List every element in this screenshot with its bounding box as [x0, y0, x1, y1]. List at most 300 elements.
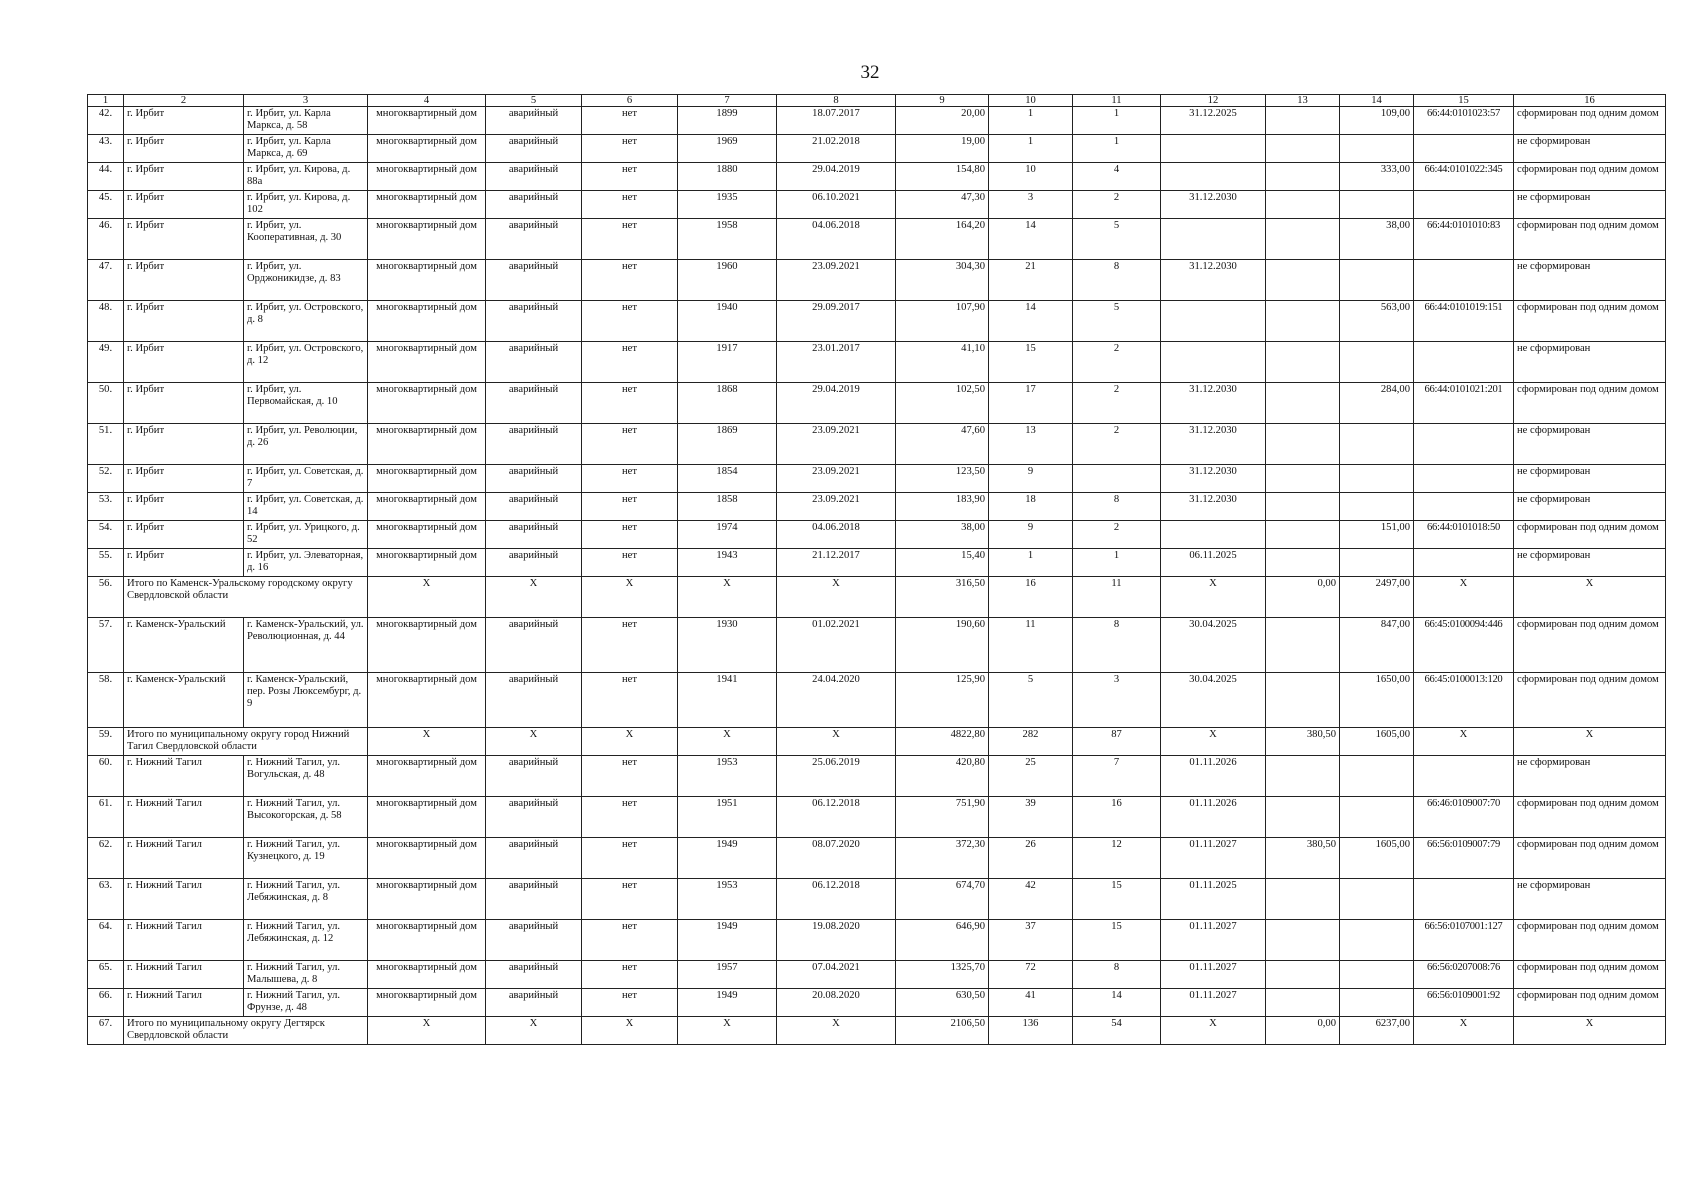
column-header-2: 2	[124, 95, 244, 107]
resettlement-date	[1161, 163, 1266, 191]
recognition-date: 21.12.2017	[777, 549, 896, 577]
address: г. Ирбит, ул. Советская, д. 14	[244, 493, 368, 521]
build-year: 1953	[678, 756, 777, 797]
land-status: сформирован под одним домом	[1514, 797, 1666, 838]
premises: 87	[1073, 728, 1161, 756]
recognition-date: 29.04.2019	[777, 383, 896, 424]
column-header-4: 4	[368, 95, 486, 107]
building-type: X	[368, 577, 486, 618]
col-13-value	[1266, 465, 1340, 493]
address: г. Ирбит, ул. Кооперативная, д. 30	[244, 219, 368, 260]
municipality: г. Ирбит	[124, 260, 244, 301]
recognition-date: 06.12.2018	[777, 879, 896, 920]
recognition-date: 24.04.2020	[777, 673, 896, 728]
flag: нет	[582, 107, 678, 135]
residents: 18	[989, 493, 1073, 521]
area: 125,90	[896, 673, 989, 728]
municipality: г. Ирбит	[124, 424, 244, 465]
resettlement-date: 31.12.2025	[1161, 107, 1266, 135]
flag: нет	[582, 424, 678, 465]
total-row	[88, 577, 1666, 618]
residents: 14	[989, 301, 1073, 342]
building-type: многоквартирный дом	[368, 756, 486, 797]
residents: 14	[989, 219, 1073, 260]
residents: 136	[989, 1017, 1073, 1045]
residents: 11	[989, 618, 1073, 673]
col-13-value	[1266, 756, 1340, 797]
building-status: аварийный	[486, 797, 582, 838]
municipality: г. Нижний Тагил	[124, 961, 244, 989]
table-row	[88, 838, 1666, 879]
cadastral-number: 66:46:0109007:70	[1414, 797, 1514, 838]
resettlement-date: 01.11.2027	[1161, 989, 1266, 1017]
land-status: не сформирован	[1514, 879, 1666, 920]
area: 1325,70	[896, 961, 989, 989]
cadastral-number: X	[1414, 577, 1514, 618]
table-row	[88, 989, 1666, 1017]
table-row	[88, 135, 1666, 163]
cadastral-number: 66:56:0109007:79	[1414, 838, 1514, 879]
building-type: многоквартирный дом	[368, 260, 486, 301]
land-area	[1340, 424, 1414, 465]
flag: нет	[582, 219, 678, 260]
flag: нет	[582, 135, 678, 163]
residents: 1	[989, 135, 1073, 163]
land-area: 1650,00	[1340, 673, 1414, 728]
premises: 4	[1073, 163, 1161, 191]
building-type: многоквартирный дом	[368, 521, 486, 549]
premises: 16	[1073, 797, 1161, 838]
municipality: г. Ирбит	[124, 163, 244, 191]
recognition-date: X	[777, 1017, 896, 1045]
residents: 26	[989, 838, 1073, 879]
recognition-date: 06.10.2021	[777, 191, 896, 219]
col-13-value	[1266, 920, 1340, 961]
land-status: сформирован под одним домом	[1514, 163, 1666, 191]
area: 164,20	[896, 219, 989, 260]
column-header-3: 3	[244, 95, 368, 107]
cadastral-number	[1414, 342, 1514, 383]
table-row	[88, 163, 1666, 191]
land-area: 333,00	[1340, 163, 1414, 191]
premises: 2	[1073, 383, 1161, 424]
row-number: 57.	[88, 618, 124, 673]
recognition-date: 06.12.2018	[777, 797, 896, 838]
col-13-value	[1266, 135, 1340, 163]
land-status: не сформирован	[1514, 135, 1666, 163]
recognition-date: 04.06.2018	[777, 521, 896, 549]
address: г. Нижний Тагил, ул. Вогульская, д. 48	[244, 756, 368, 797]
building-status: аварийный	[486, 465, 582, 493]
area: 2106,50	[896, 1017, 989, 1045]
municipality: г. Нижний Тагил	[124, 920, 244, 961]
table-row	[88, 797, 1666, 838]
building-type: многоквартирный дом	[368, 618, 486, 673]
municipality: г. Ирбит	[124, 301, 244, 342]
row-number: 49.	[88, 342, 124, 383]
recognition-date: 23.09.2021	[777, 260, 896, 301]
premises: 1	[1073, 135, 1161, 163]
row-number: 56.	[88, 577, 124, 618]
col-13-value	[1266, 879, 1340, 920]
land-status: X	[1514, 1017, 1666, 1045]
residents: 42	[989, 879, 1073, 920]
building-status: аварийный	[486, 191, 582, 219]
flag: нет	[582, 618, 678, 673]
row-number: 55.	[88, 549, 124, 577]
header-row	[88, 95, 1666, 107]
col-13-value	[1266, 521, 1340, 549]
premises: 5	[1073, 301, 1161, 342]
row-number: 66.	[88, 989, 124, 1017]
residents: 9	[989, 465, 1073, 493]
land-status: сформирован под одним домом	[1514, 961, 1666, 989]
building-status: аварийный	[486, 135, 582, 163]
land-area	[1340, 191, 1414, 219]
flag: нет	[582, 342, 678, 383]
residents: 3	[989, 191, 1073, 219]
building-type: многоквартирный дом	[368, 797, 486, 838]
building-status: аварийный	[486, 521, 582, 549]
land-area: 6237,00	[1340, 1017, 1414, 1045]
resettlement-date: 01.11.2026	[1161, 797, 1266, 838]
resettlement-date: 31.12.2030	[1161, 424, 1266, 465]
premises: 15	[1073, 920, 1161, 961]
table-row	[88, 920, 1666, 961]
build-year: 1953	[678, 879, 777, 920]
municipality: г. Ирбит	[124, 135, 244, 163]
premises: 12	[1073, 838, 1161, 879]
building-type: многоквартирный дом	[368, 135, 486, 163]
col-13-value: 0,00	[1266, 577, 1340, 618]
total-row	[88, 728, 1666, 756]
municipality: г. Нижний Тагил	[124, 879, 244, 920]
cadastral-number: 66:44:0101022:345	[1414, 163, 1514, 191]
building-status: аварийный	[486, 493, 582, 521]
table-row	[88, 301, 1666, 342]
column-header-10: 10	[989, 95, 1073, 107]
flag: нет	[582, 301, 678, 342]
building-status: аварийный	[486, 920, 582, 961]
col-13-value	[1266, 797, 1340, 838]
build-year: X	[678, 728, 777, 756]
col-13-value: 0,00	[1266, 1017, 1340, 1045]
municipality: г. Нижний Тагил	[124, 797, 244, 838]
flag: нет	[582, 465, 678, 493]
land-area: 1605,00	[1340, 728, 1414, 756]
municipality: г. Ирбит	[124, 107, 244, 135]
residents: 5	[989, 673, 1073, 728]
building-status: X	[486, 577, 582, 618]
col-13-value: 380,50	[1266, 728, 1340, 756]
column-header-5: 5	[486, 95, 582, 107]
address: г. Ирбит, ул. Элеваторная, д. 16	[244, 549, 368, 577]
build-year: 1868	[678, 383, 777, 424]
build-year: 1854	[678, 465, 777, 493]
address: г. Ирбит, ул. Орджоникидзе, д. 83	[244, 260, 368, 301]
area: 47,30	[896, 191, 989, 219]
row-number: 47.	[88, 260, 124, 301]
flag: нет	[582, 961, 678, 989]
land-area: 38,00	[1340, 219, 1414, 260]
recognition-date: 29.09.2017	[777, 301, 896, 342]
building-type: X	[368, 1017, 486, 1045]
row-number: 63.	[88, 879, 124, 920]
flag: нет	[582, 879, 678, 920]
resettlement-date: 31.12.2030	[1161, 260, 1266, 301]
area: 107,90	[896, 301, 989, 342]
address: г. Ирбит, ул. Урицкого, д. 52	[244, 521, 368, 549]
row-number: 46.	[88, 219, 124, 260]
table-row	[88, 424, 1666, 465]
cadastral-number: 66:44:0101018:50	[1414, 521, 1514, 549]
row-number: 51.	[88, 424, 124, 465]
land-status: сформирован под одним домом	[1514, 521, 1666, 549]
land-status: не сформирован	[1514, 424, 1666, 465]
area: 102,50	[896, 383, 989, 424]
cadastral-number: 66:44:0101021:201	[1414, 383, 1514, 424]
resettlement-date: 30.04.2025	[1161, 618, 1266, 673]
address: г. Ирбит, ул. Карла Маркса, д. 58	[244, 107, 368, 135]
premises: 2	[1073, 521, 1161, 549]
land-status: не сформирован	[1514, 191, 1666, 219]
building-status: X	[486, 1017, 582, 1045]
address: г. Каменск-Уральский, ул. Революционная, д. 44	[244, 618, 368, 673]
row-number: 59.	[88, 728, 124, 756]
recognition-date: 29.04.2019	[777, 163, 896, 191]
resettlement-date	[1161, 301, 1266, 342]
flag: нет	[582, 383, 678, 424]
cadastral-number	[1414, 465, 1514, 493]
resettlement-date: X	[1161, 728, 1266, 756]
recognition-date: 04.06.2018	[777, 219, 896, 260]
area: 751,90	[896, 797, 989, 838]
resettlement-date: 01.11.2026	[1161, 756, 1266, 797]
total-label: Итого по муниципальному округу Дегтярск Свердловской области	[124, 1017, 368, 1045]
address: г. Ирбит, ул. Революции, д. 26	[244, 424, 368, 465]
land-status: сформирован под одним домом	[1514, 920, 1666, 961]
premises: 1	[1073, 549, 1161, 577]
area: 304,30	[896, 260, 989, 301]
land-status: не сформирован	[1514, 756, 1666, 797]
building-type: многоквартирный дом	[368, 191, 486, 219]
resettlement-date: 06.11.2025	[1161, 549, 1266, 577]
recognition-date: 25.06.2019	[777, 756, 896, 797]
build-year: 1943	[678, 549, 777, 577]
col-13-value	[1266, 163, 1340, 191]
flag: нет	[582, 756, 678, 797]
cadastral-number	[1414, 879, 1514, 920]
row-number: 44.	[88, 163, 124, 191]
row-number: 58.	[88, 673, 124, 728]
table-row	[88, 961, 1666, 989]
recognition-date: X	[777, 577, 896, 618]
land-area: 284,00	[1340, 383, 1414, 424]
page-number: 32	[860, 62, 880, 83]
residents: 13	[989, 424, 1073, 465]
resettlement-date: 31.12.2030	[1161, 383, 1266, 424]
col-13-value	[1266, 493, 1340, 521]
land-status: X	[1514, 728, 1666, 756]
flag: нет	[582, 797, 678, 838]
build-year: 1974	[678, 521, 777, 549]
resettlement-date: 31.12.2030	[1161, 191, 1266, 219]
address: г. Нижний Тагил, ул. Малышева, д. 8	[244, 961, 368, 989]
residents: 72	[989, 961, 1073, 989]
col-13-value	[1266, 549, 1340, 577]
table-row	[88, 191, 1666, 219]
building-type: многоквартирный дом	[368, 961, 486, 989]
land-area	[1340, 493, 1414, 521]
address: г. Нижний Тагил, ул. Кузнецкого, д. 19	[244, 838, 368, 879]
resettlement-date: 30.04.2025	[1161, 673, 1266, 728]
municipality: г. Ирбит	[124, 493, 244, 521]
row-number: 64.	[88, 920, 124, 961]
table-row	[88, 493, 1666, 521]
row-number: 52.	[88, 465, 124, 493]
land-status: X	[1514, 577, 1666, 618]
premises: 7	[1073, 756, 1161, 797]
land-area: 2497,00	[1340, 577, 1414, 618]
row-number: 65.	[88, 961, 124, 989]
address: г. Ирбит, ул. Островского, д. 12	[244, 342, 368, 383]
land-status: сформирован под одним домом	[1514, 219, 1666, 260]
recognition-date: 07.04.2021	[777, 961, 896, 989]
building-type: многоквартирный дом	[368, 424, 486, 465]
building-status: аварийный	[486, 989, 582, 1017]
premises: 2	[1073, 424, 1161, 465]
col-13-value	[1266, 961, 1340, 989]
col-13-value	[1266, 342, 1340, 383]
address: г. Нижний Тагил, ул. Фрунзе, д. 48	[244, 989, 368, 1017]
area: 674,70	[896, 879, 989, 920]
column-header-12: 12	[1161, 95, 1266, 107]
column-header-11: 11	[1073, 95, 1161, 107]
flag: X	[582, 728, 678, 756]
area: 123,50	[896, 465, 989, 493]
build-year: 1960	[678, 260, 777, 301]
build-year: 1958	[678, 219, 777, 260]
residents: 41	[989, 989, 1073, 1017]
build-year: 1869	[678, 424, 777, 465]
municipality: г. Ирбит	[124, 191, 244, 219]
build-year: 1957	[678, 961, 777, 989]
build-year: X	[678, 577, 777, 618]
flag: нет	[582, 549, 678, 577]
flag: нет	[582, 673, 678, 728]
land-status: сформирован под одним домом	[1514, 673, 1666, 728]
resettlement-date: 01.11.2027	[1161, 838, 1266, 879]
land-status: не сформирован	[1514, 260, 1666, 301]
recognition-date: X	[777, 728, 896, 756]
building-status: аварийный	[486, 107, 582, 135]
table-row	[88, 549, 1666, 577]
premises: 11	[1073, 577, 1161, 618]
land-area	[1340, 879, 1414, 920]
municipality: г. Ирбит	[124, 521, 244, 549]
cadastral-number	[1414, 135, 1514, 163]
residents: 17	[989, 383, 1073, 424]
address: г. Ирбит, ул. Первомайская, д. 10	[244, 383, 368, 424]
cadastral-number: 66:56:0207008:76	[1414, 961, 1514, 989]
table-row	[88, 107, 1666, 135]
table-row	[88, 465, 1666, 493]
residents: 21	[989, 260, 1073, 301]
area: 15,40	[896, 549, 989, 577]
land-status: сформирован под одним домом	[1514, 301, 1666, 342]
premises: 14	[1073, 989, 1161, 1017]
row-number: 50.	[88, 383, 124, 424]
flag: нет	[582, 989, 678, 1017]
cadastral-number	[1414, 549, 1514, 577]
land-area	[1340, 989, 1414, 1017]
building-type: многоквартирный дом	[368, 920, 486, 961]
residents: 39	[989, 797, 1073, 838]
build-year: 1858	[678, 493, 777, 521]
building-type: многоквартирный дом	[368, 493, 486, 521]
row-number: 43.	[88, 135, 124, 163]
cadastral-number	[1414, 260, 1514, 301]
building-status: аварийный	[486, 673, 582, 728]
residents: 1	[989, 549, 1073, 577]
area: 47,60	[896, 424, 989, 465]
land-area: 563,00	[1340, 301, 1414, 342]
table-row	[88, 756, 1666, 797]
resettlement-date	[1161, 219, 1266, 260]
table-row	[88, 521, 1666, 549]
area: 190,60	[896, 618, 989, 673]
resettlement-date: 31.12.2030	[1161, 493, 1266, 521]
flag: нет	[582, 163, 678, 191]
table-row	[88, 383, 1666, 424]
area: 420,80	[896, 756, 989, 797]
table-row	[88, 260, 1666, 301]
building-status: аварийный	[486, 756, 582, 797]
land-status: не сформирован	[1514, 493, 1666, 521]
building-status: аварийный	[486, 838, 582, 879]
address: г. Нижний Тагил, ул. Высокогорская, д. 58	[244, 797, 368, 838]
area: 372,30	[896, 838, 989, 879]
land-area	[1340, 342, 1414, 383]
municipality: г. Нижний Тагил	[124, 756, 244, 797]
land-status: не сформирован	[1514, 549, 1666, 577]
resettlement-date	[1161, 342, 1266, 383]
address: г. Ирбит, ул. Кирова, д. 88а	[244, 163, 368, 191]
build-year: 1917	[678, 342, 777, 383]
total-row	[88, 1017, 1666, 1045]
municipality: г. Каменск-Уральский	[124, 673, 244, 728]
build-year: 1969	[678, 135, 777, 163]
total-label: Итого по муниципальному округу город Нижний Тагил Свердловской области	[124, 728, 368, 756]
land-area	[1340, 549, 1414, 577]
column-header-9: 9	[896, 95, 989, 107]
land-area	[1340, 961, 1414, 989]
building-type: многоквартирный дом	[368, 301, 486, 342]
column-header-13: 13	[1266, 95, 1340, 107]
resettlement-date: 01.11.2025	[1161, 879, 1266, 920]
recognition-date: 23.09.2021	[777, 465, 896, 493]
land-area: 1605,00	[1340, 838, 1414, 879]
col-13-value	[1266, 383, 1340, 424]
address: г. Ирбит, ул. Советская, д. 7	[244, 465, 368, 493]
col-13-value	[1266, 191, 1340, 219]
address: г. Ирбит, ул. Островского, д. 8	[244, 301, 368, 342]
recognition-date: 23.09.2021	[777, 424, 896, 465]
flag: нет	[582, 493, 678, 521]
cadastral-number	[1414, 191, 1514, 219]
building-type: многоквартирный дом	[368, 465, 486, 493]
area: 4822,80	[896, 728, 989, 756]
